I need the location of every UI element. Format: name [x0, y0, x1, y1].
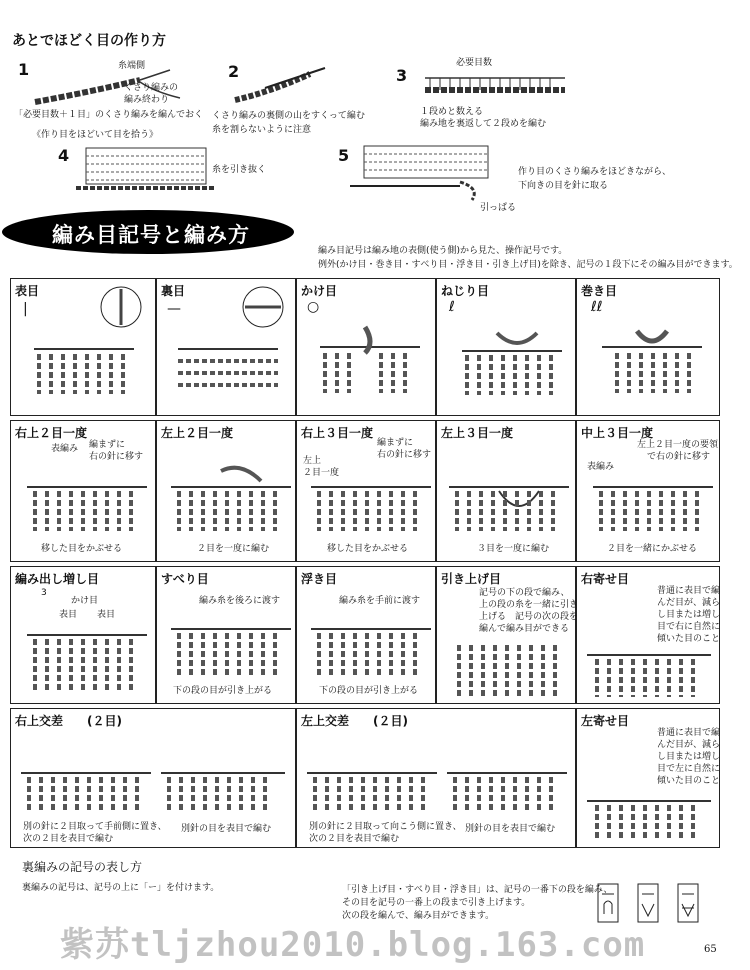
stitch-symbol: ○ — [307, 299, 320, 315]
stitch-name: 表目 — [15, 284, 40, 298]
stitch-cell-float — [296, 566, 436, 704]
stitch-cell-knit — [10, 278, 156, 416]
decrease-illustration — [171, 461, 291, 535]
desc: し目または増し — [657, 752, 721, 762]
step-number: 2 — [228, 62, 240, 81]
step-number: 4 — [58, 146, 70, 165]
decrease-illustration — [27, 469, 147, 535]
cable-illustration — [307, 749, 437, 817]
tuck-stitch-illustration — [451, 641, 571, 701]
caption: 別針の目を表目で編む — [181, 824, 272, 834]
twisted-stitch-illustration — [457, 323, 567, 399]
cable-illustration — [161, 749, 285, 817]
stitch-name: 巻き目 — [581, 284, 618, 298]
stitch-cell-right-cable — [10, 708, 296, 848]
label: くさり編みの — [124, 83, 179, 93]
desc: 普通に表目で編 — [657, 728, 721, 738]
caption: くさり編みの裏側の山をすくって編む — [212, 111, 365, 121]
desc: 記号の下の段で編み、 — [479, 588, 570, 598]
label: 左上２目一度の要領 — [637, 440, 719, 450]
desc: 上げる 記号の次の段を — [479, 612, 579, 622]
label: 必要目数 — [456, 58, 493, 68]
step-number: 1 — [18, 60, 30, 79]
desc: 傾いた目のこと — [657, 776, 721, 786]
stitch-name: 右上３目一度 — [301, 426, 374, 440]
cable-illustration — [447, 749, 567, 817]
caption: 次の２目を表目で編む — [23, 834, 114, 844]
label: 右の針に移す — [377, 450, 432, 460]
label: 右の針に移す — [89, 452, 144, 462]
knit-fabric-illustration — [76, 142, 226, 194]
bottom-text: 裏編みの記号は、記号の上に「ー」を付けます。 — [22, 883, 220, 893]
stitch-cell-left-k3tog — [436, 420, 576, 562]
stitch-cell-twisted — [436, 278, 576, 416]
needle-circle-icon — [241, 285, 285, 329]
label: 編み終わり — [124, 95, 170, 105]
label: で右の針に移す — [647, 452, 711, 462]
lean-stitch-illustration — [587, 647, 711, 701]
caption: 移した目をかぶせる — [41, 544, 123, 554]
caption: 移した目をかぶせる — [327, 544, 409, 554]
label: ２目一度 — [303, 468, 340, 478]
caption: １段めと数える — [420, 107, 484, 117]
stitch-name: 左上２目一度 — [161, 426, 234, 440]
label: 編み糸を後ろに渡す — [199, 596, 281, 606]
cable-illustration — [21, 749, 151, 817]
desc: 普通に表目で編 — [657, 586, 721, 596]
caption: ２目を一度に編む — [197, 544, 270, 554]
step-number: 3 — [396, 66, 408, 85]
stitch-cell-center-k3tog — [576, 420, 720, 562]
caption: 糸を割らないように注意 — [212, 125, 312, 135]
unravel-chain-illustration — [350, 142, 510, 202]
label: 糸端側 — [118, 61, 146, 71]
stitch-cell-slip — [156, 566, 296, 704]
stitch-cell-right-k2tog — [10, 420, 156, 562]
stitch-name: ねじり目 — [441, 284, 490, 298]
stitch-name: 右上交差 — [15, 714, 64, 728]
chain-pickup-illustration — [230, 62, 330, 107]
stitch-name: 編み出し増し目 — [15, 572, 100, 586]
label: 表編み — [587, 462, 615, 472]
caption: ２目を一緒にかぶせる — [607, 544, 698, 554]
caption: 「必要目数＋１目」のくさり編みを編んでおく — [14, 110, 204, 120]
first-row-illustration — [420, 68, 570, 98]
page-number: 65 — [704, 944, 717, 955]
caption: 下向きの目を針に取る — [518, 181, 609, 191]
desc: んだ目が、減ら — [657, 598, 721, 608]
desc: 目で左に自然に — [657, 764, 721, 774]
float-stitch-illustration — [311, 611, 431, 681]
stitch-cell-left-cable — [296, 708, 576, 848]
label: かけ目 — [71, 596, 99, 606]
caption: 作り目のくさり編みをほどきながら、 — [518, 167, 672, 177]
stitch-cell-left-lean — [576, 708, 720, 848]
section-banner — [2, 210, 294, 254]
caption: 次の２目を表目で編む — [309, 834, 400, 844]
stitch-cell-right-k3tog — [296, 420, 436, 562]
stitch-cell-increase — [10, 566, 156, 704]
stitch-name: 中上３目一度 — [581, 426, 654, 440]
stitch-name: 浮き目 — [301, 572, 338, 586]
lean-stitch-illustration — [587, 793, 711, 845]
bottom-text: 「引き上げ目・すべり目・浮き目」は、記号の一番下の段を編み、 — [342, 885, 613, 895]
label: 編み糸を手前に渡す — [339, 596, 421, 606]
stitch-name: かけ目 — [301, 284, 338, 298]
stitch-symbol: ℓℓ — [591, 299, 603, 315]
stitch-name: 裏目 — [161, 284, 186, 298]
caption: 《作り目をほどいて目を拾う》 — [32, 130, 159, 140]
label: 引っぱる — [480, 203, 517, 213]
increase-illustration — [27, 623, 147, 697]
desc: 目で右に自然に — [657, 622, 721, 632]
caption: 別の針に２目取って手前側に置き、 — [23, 822, 167, 832]
caption: 編み地を裏返して２段めを編む — [420, 119, 547, 129]
label: 表目 — [59, 610, 78, 620]
desc: んだ目が、減ら — [657, 740, 721, 750]
section-title: あとでほどく目の作り方 — [12, 33, 166, 49]
step-number: 5 — [338, 146, 350, 165]
stitch-sub: (２目) — [373, 714, 408, 728]
label: 編まずに — [89, 440, 126, 450]
stitch-name: 引き上げ目 — [441, 572, 502, 586]
stitch-symbol: | — [23, 301, 28, 317]
caption: 別針の目を表目で編む — [465, 824, 556, 834]
stitch-cell-tuck — [436, 566, 579, 704]
purl-stitch-illustration — [173, 329, 283, 399]
stitch-name: すべり目 — [161, 572, 209, 586]
stitch-cell-purl — [156, 278, 296, 416]
stitch-name: 右上２目一度 — [15, 426, 88, 440]
slip-stitch-illustration — [171, 611, 291, 681]
stitch-cell-wrapped — [576, 278, 720, 416]
stitch-symbol: — — [167, 301, 181, 317]
caption: 別の針に２目取って向こう側に置き、 — [309, 822, 462, 832]
stitch-name: 左上交差 — [301, 714, 350, 728]
decrease-illustration — [311, 473, 431, 535]
label: 左上 — [303, 456, 322, 466]
caption: ３目を一度に編む — [477, 544, 550, 554]
caption: 下の段の目が引き上がる — [173, 686, 273, 696]
caption: 下の段の目が引き上がる — [319, 686, 419, 696]
bottom-text: その目を記号の一番上の段まで引き上げます。 — [342, 898, 531, 908]
desc: 編んで編み目ができる — [479, 624, 570, 634]
stitch-symbol: ℓ — [449, 299, 455, 315]
stitch-cell-right-lean — [576, 566, 720, 704]
stitch-cell-left-k2tog — [156, 420, 296, 562]
stitch-name: 右寄せ目 — [581, 572, 630, 586]
bottom-title: 裏編みの記号の表し方 — [22, 860, 143, 874]
desc: 上の段の糸を一緒に引き — [479, 600, 579, 610]
intro-text: 編み目記号は編み地の表側(使う側)から見た、操作記号です。 — [318, 246, 568, 256]
yarn-over-illustration — [315, 323, 425, 399]
label: 3 — [41, 588, 47, 598]
decrease-illustration — [449, 461, 569, 535]
stitch-name: 左寄せ目 — [581, 714, 630, 728]
desc: し目または増し — [657, 610, 721, 620]
stitch-name: 左上３目一度 — [441, 426, 514, 440]
wrapped-stitch-illustration — [597, 323, 707, 399]
label: 表目 — [97, 610, 116, 620]
stitch-sub: (２目) — [87, 714, 122, 728]
bottom-text: 次の段を編んで、編み目ができます。 — [342, 911, 495, 921]
intro-text: 例外(かけ目・巻き目・すべり目・浮き目・引き上げ目)を除き、記号の１段下にその編み目ができます。 — [318, 260, 738, 270]
label: 編まずに — [377, 438, 414, 448]
stitch-cell-yarn-over — [296, 278, 436, 416]
knit-stitch-illustration — [29, 329, 139, 399]
decrease-illustration — [593, 473, 713, 535]
banner-title: 編み目記号と編み方 — [52, 223, 250, 247]
label: 表編み — [51, 444, 79, 454]
watermark: 紫苏tljzhou2010.blog.163.com — [60, 925, 646, 965]
desc: 傾いた目のこと — [657, 634, 721, 644]
label: 糸を引き抜く — [212, 165, 267, 175]
needle-circle-icon — [99, 285, 143, 329]
